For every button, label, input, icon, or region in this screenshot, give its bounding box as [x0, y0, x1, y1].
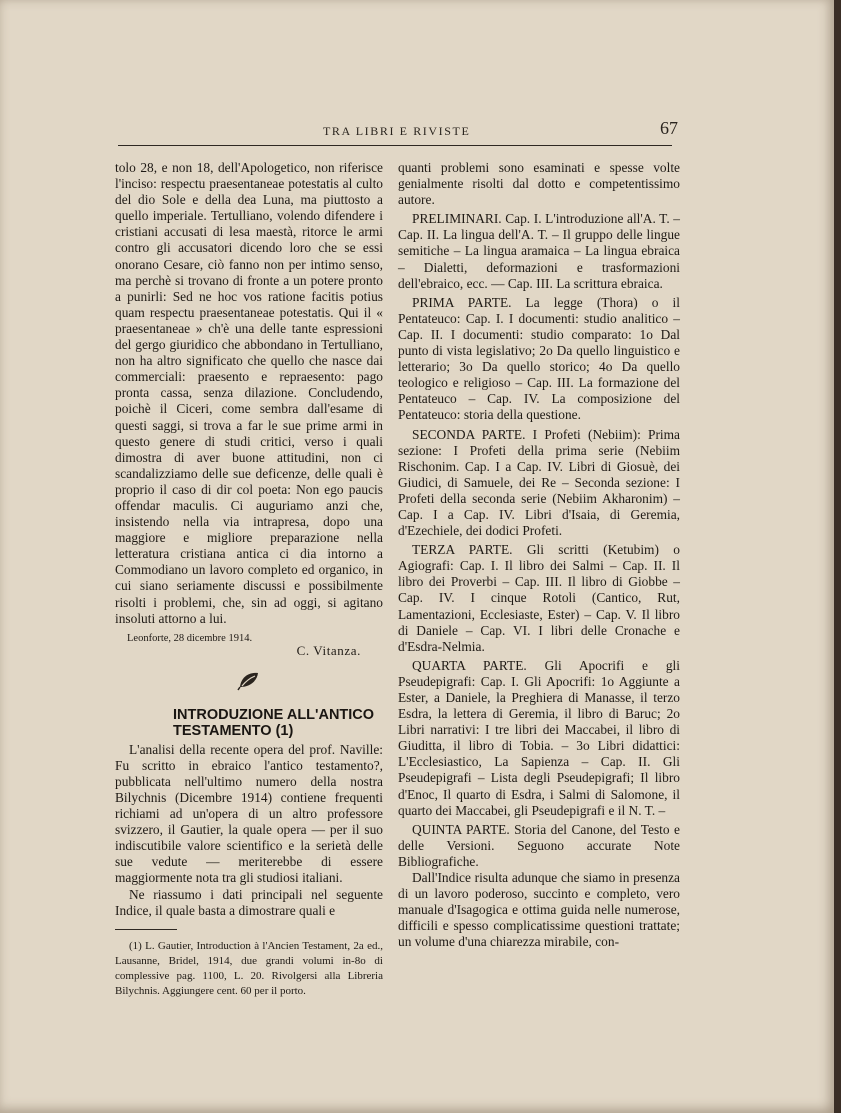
- left-column: [115, 160, 383, 1000]
- continued-paragraph: tolo 28, e non 18, dell'Apologetico, non riferisce l'inciso: respectu praesentaneae potestatis al culto del dio Sole e della dea Luna, ma piuttosto a quello imperiale. Tertulliano, volendo difendere i cristiani accusati di lesa maestà, ritorce le armi contro gli accusatori dicendo loro che se essi onorano Cesare, ciò fanno non per intimo senso, ma perchè si trovano di fronte a un potere pronto a punirli: Sed ne hoc vos ratione facitis potius quam respectu praesentaneae potestatis. Qui il « praesentaneae » ch'è una delle tante espressioni del gergo giuridico che abbondano in Tertulliano, non ha altro significato che quello che nasce dai commerciali: praesento e repraesento: pago pronta cassa, senza dilazione. Concludendo, poichè il Ciceri, come sembra dall'esame di questi saggi, si trova a far le sue prime armi in questo genere di studi critici, verso i quali dimostra di aver buone attitudini, non ci scandalizziamo delle sue deficenze, delle quali è proprio il caso di dir col poeta: Non ego paucis offendar maculis. Ci auguriamo anzi che, insistendo nella via intrapresa, dopo una maggiore e migliore preparazione nella letteratura cristiana antica ci dia intorno a Commodiano un lavoro completo ed organico, in cui siano seriamente discussi e possibilmente risolti i problemi, che, sin ad oggi, si agitano insoluti attorno a lui.: [115, 160, 383, 626]
- index-seconda-parte: SECONDA PARTE. I Profeti (Nebiim): Prima sezione: I Profeti della prima serie (Nebiim Rischonim. Cap. I a Cap. IV. Libri di Giosuè, dei Giudici, di Samuele, dei Re – Seconda sezione: I Profeti della seconda serie (Nebiim Akharonim) – Cap. I a Cap. IV. Libri d'Isaia, di Geremia, d'Ezechiele, dei dodici Profeti.: [398, 426, 680, 539]
- running-head: TRA LIBRI E RIVISTE: [323, 124, 471, 138]
- signature-place-date: Leonforte, 28 dicembre 1914.: [127, 632, 253, 644]
- header-rule: [118, 145, 672, 146]
- closing-paragraph: Dall'Indice risulta adunque che siamo in presenza di un lavoro poderoso, succinto e completo, vero manuale d'Isagogica e ottima guida nelle numerose, difficili e spesso complicatissime questioni trattate; un volume d'una chiarezza mirabile, con-: [398, 870, 680, 950]
- page-header: [118, 118, 678, 148]
- index-quarta-parte: QUARTA PARTE. Gli Apocrifi e gli Pseudepigrafi: Cap. I. Gli Apocrifi: 1o Aggiunte a Ester, a Daniele, la Preghiera di Manasse, il terzo Esdra, la lettera di Geremia, il libro di Baruc; 2o Libri narrativi: I tre libri dei Maccabei, il libro di Giuditta, il libro di Tobia. – 3o Libri didattici: L'Ecclesiastico, La Sapienza – Cap. II. Gli Pseudepigrafi – Lista degli Pseudepigrafi; Il libro d'Enoc, Il quarto di Esdra, i Salmi di Salomone, il quarto dei Maccabei, gli Pseudepigrafi e il N. T. –: [398, 657, 680, 818]
- footnote: (1) L. Gautier, Introduction à l'Ancien Testament, 2a ed., Lausanne, Bridel, 1914, due grandi volumi in-8o di complessive pag. 1100, L. 20. Rivolgersi alla Libreria Bilychnis. Aggiungere cent. 60 per il porto.: [115, 939, 383, 998]
- index-terza-parte: TERZA PARTE. Gli scritti (Ketubim) o Agiografi: Cap. I. Il libro dei Salmi – Cap. II. Il libro dei Proverbi – Cap. III. Il libro di Giobbe – Cap. IV. I cinque Rotoli (Cantico, Rut, Lamentazioni, Ecclesiaste, Ester) – Cap. V. Il libro di Daniele – Cap. VI. I libri delle Cronache e d'Esdra-Nelmia.: [398, 542, 680, 654]
- signature: [115, 627, 383, 663]
- continued-paragraph: quanti problemi sono esaminati e spesse volte genialmente risolti dal dotto e competentissimo autore.: [398, 160, 680, 208]
- page-number: 67: [660, 118, 678, 138]
- index-preliminari: PRELIMINARI. Cap. I. L'introduzione all'A. T. – Cap. II. La lingua dell'A. T. – Il gruppo delle lingue semitiche – La lingua aramaica – La lingua ebraica – Dialetti, deformazioni e trasformazioni dell'ebraico, ecc. — Cap. III. La scrittura ebraica.: [398, 211, 680, 291]
- right-column: [398, 160, 680, 951]
- intro-paragraph-2: Ne riassumo i dati principali nel seguente Indice, il quale basta a dimostrare quali e: [115, 886, 383, 918]
- index-prima-parte: PRIMA PARTE. La legge (Thora) o il Pentateuco: Cap. I. I documenti: studio analitico – Cap. II. I documenti: studio comparato: 1o Dal punto di vista legislativo; 2o Da quello linguistico e letterario; 3o Da quello storico; 4o Da quello teologico e religioso – Cap. III. La formazione del Pentateuco – Cap. IV. La composizione del Pentateuco: storia della questione.: [398, 294, 680, 423]
- leaf-ornament-icon: [115, 669, 383, 707]
- intro-paragraph-1: L'analisi della recente opera del prof. Naville: Fu scritto in ebraico l'antico testamento?, pubblicata nell'ultimo numero della nostra Bilychnis (Dicembre 1914) contiene frequenti richiami ad un'opera di un altro professore svizzero, il Gautier, la quale opera — per il suo indiscutibile valore scientifico e la serietà delle sue vedute — meriterebbe di essere maggiormente nota tra gli studiosi italiani.: [115, 741, 383, 886]
- signature-author: C. Vitanza.: [296, 642, 361, 658]
- section-title: INTRODUZIONE ALL'ANTICO TESTAMENTO (1): [173, 706, 375, 739]
- footnote-rule: [115, 929, 177, 930]
- index-quinta-parte: QUINTA PARTE. Storia del Canone, del Testo e delle Versioni. Seguono accurate Note Bibliografiche.: [398, 821, 680, 869]
